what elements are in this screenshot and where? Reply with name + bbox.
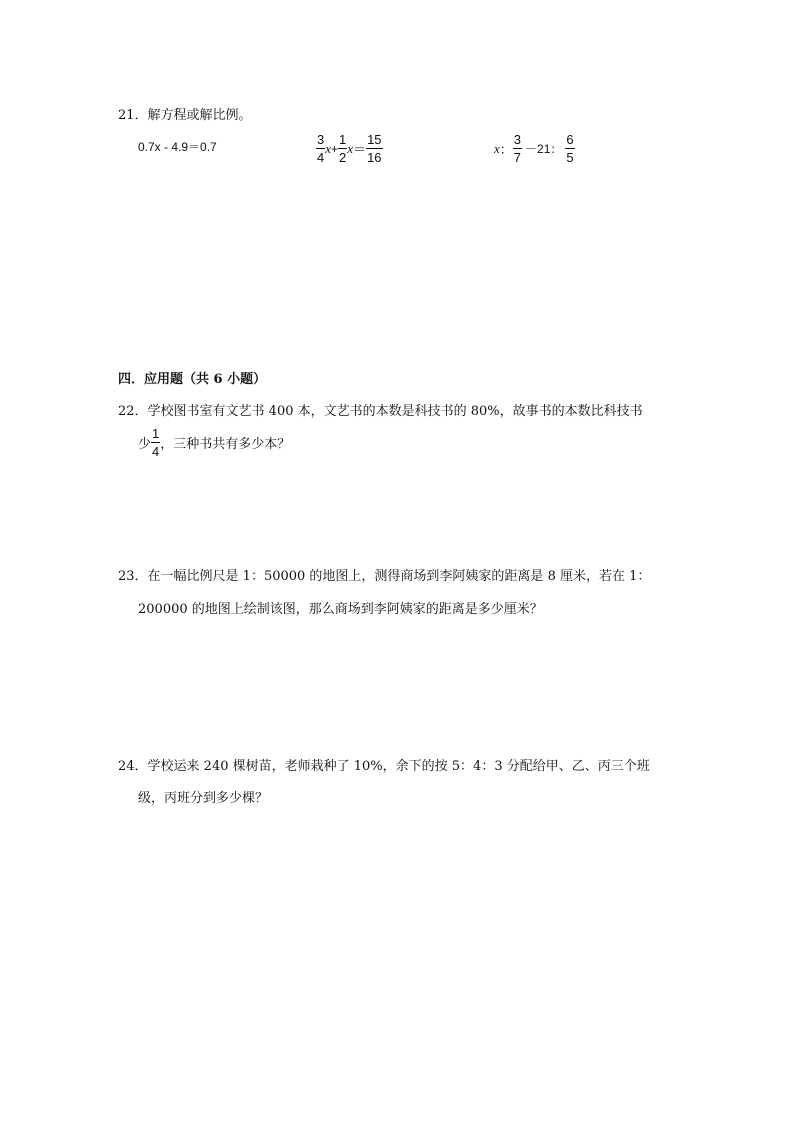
fraction: $\frac{3}{7}$ bbox=[513, 132, 522, 165]
q24-line-1: 24．学校运来 240 棵树苗，老师栽种了 10%，余下的按 5：4：3 分配给甲、乙、丙三个班 bbox=[118, 759, 650, 774]
q22-line-1: 22．学校图书室有文艺书 400 本，文艺书的本数是科技书的 80%，故事书的本数比科技书 bbox=[118, 404, 643, 419]
fraction: $\frac{15}{16}$ bbox=[367, 132, 382, 165]
q22-line-2: 少 $\frac{1}{4}$ ，三种书共有多少本？ bbox=[138, 426, 291, 459]
fraction: $\frac{3}{4}$ bbox=[317, 132, 325, 165]
fraction: $\frac{6}{5}$ bbox=[566, 132, 574, 165]
q21-equation-2: $\frac{3}{4}$ x + $\frac{1}{2}$ x ＝ $\frac{15}{16}$ bbox=[317, 132, 382, 165]
q23-line-2: 200000 的地图上绘制该图，那么商场到李阿姨家的距离是多少厘米？ bbox=[138, 602, 543, 617]
q21-equation-3: x ： $\frac{3}{7}$ －21： $\frac{6}{5}$ bbox=[494, 132, 574, 165]
fraction: $\frac{1}{4}$ bbox=[152, 426, 160, 459]
q21-title: 21．解方程或解比例。 bbox=[118, 108, 252, 123]
q24-line-2: 级，丙班分到多少棵？ bbox=[138, 791, 269, 806]
q21-equation-1: 0.7x - 4.9＝0.7 bbox=[138, 140, 217, 154]
q23-line-1: 23．在一幅比例尺是 1：50000 的地图上，测得商场到李阿姨家的距离是 8 厘米，若在 1： bbox=[118, 569, 651, 584]
section-heading: 四．应用题（共 6 小题） bbox=[118, 372, 267, 387]
fraction: $\frac{1}{2}$ bbox=[339, 132, 347, 165]
